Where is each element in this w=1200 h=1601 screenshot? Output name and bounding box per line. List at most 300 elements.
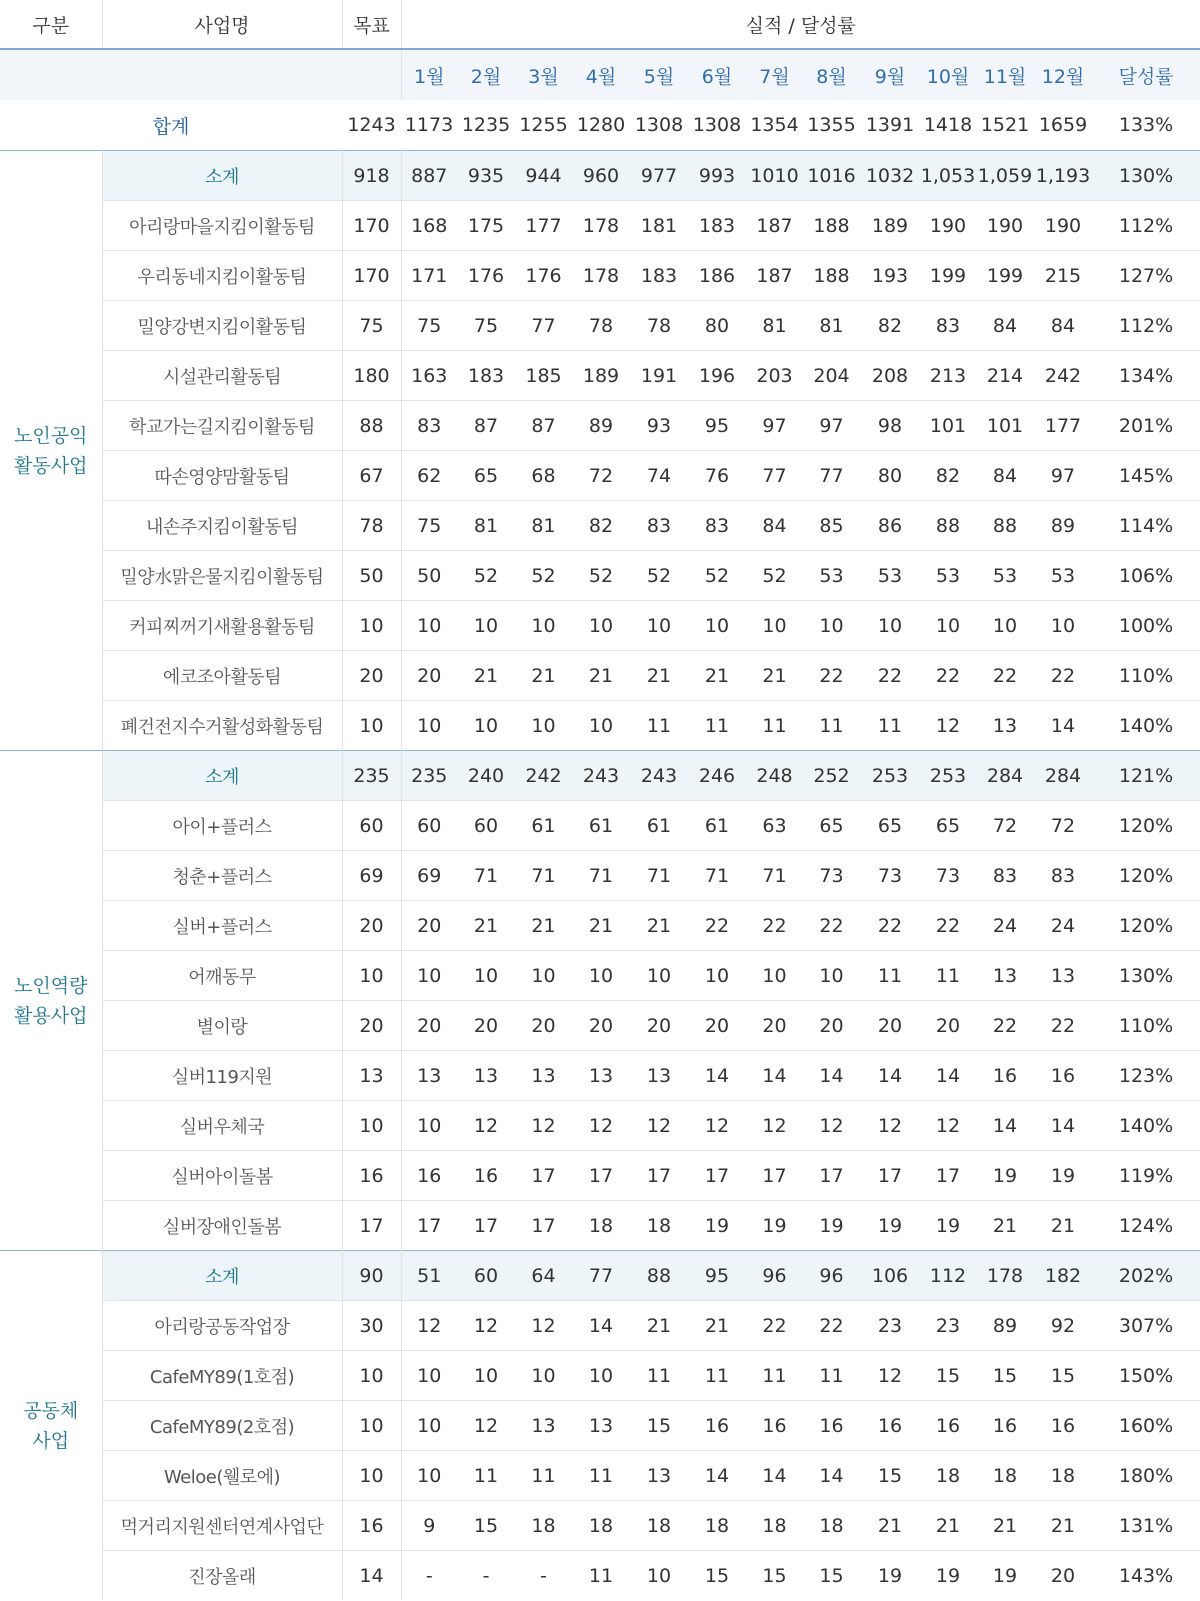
- target-value: 10: [342, 1401, 401, 1451]
- table-row: [0, 1451, 1200, 1501]
- project-name: 내손주지킴이활동팀: [102, 501, 342, 551]
- total-value: 1280: [576, 114, 626, 136]
- month-value: 176: [515, 251, 572, 301]
- month-value: 52: [746, 551, 803, 601]
- target-value: 75: [342, 301, 401, 351]
- month-value: 65: [803, 801, 860, 851]
- month-value: 16: [688, 1401, 746, 1451]
- table-row: [0, 1101, 1200, 1151]
- month-value: 22: [860, 901, 920, 951]
- project-name: 실버119지원: [102, 1051, 342, 1101]
- month-value: 15: [920, 1351, 976, 1401]
- project-name: 우리동네지킴이활동팀: [102, 251, 342, 301]
- month-value: 214: [976, 351, 1034, 401]
- month-value: 97: [1034, 451, 1092, 501]
- month-value: 19: [920, 1551, 976, 1601]
- project-name: 어깨동무: [102, 951, 342, 1001]
- month-value: 215: [1034, 251, 1092, 301]
- month-value: 186: [688, 251, 746, 301]
- month-value: 13: [976, 951, 1034, 1001]
- month-value: 208: [860, 351, 920, 401]
- month-value: 71: [572, 851, 630, 901]
- achievement-rate: 110%: [1092, 1001, 1200, 1051]
- achievement-rate: 110%: [1092, 651, 1200, 701]
- month-value: 18: [630, 1201, 688, 1251]
- table-row: [0, 501, 1200, 551]
- month-value: 190: [920, 201, 976, 251]
- project-name: 소계: [102, 151, 342, 201]
- month-value: 11: [688, 701, 746, 751]
- month-value: 16: [976, 1051, 1034, 1101]
- target-value: 69: [342, 851, 401, 901]
- month-value: 14: [688, 1451, 746, 1501]
- month-value: 183: [457, 351, 515, 401]
- months-blank: [102, 49, 342, 100]
- target-value: 78: [342, 501, 401, 551]
- month-value: 85: [803, 501, 860, 551]
- month-value: 84: [1034, 301, 1092, 351]
- table-row: [0, 1551, 1200, 1601]
- achievement-rate: 201%: [1092, 401, 1200, 451]
- total-value: 1354: [750, 114, 799, 136]
- month-value: 53: [1034, 551, 1092, 601]
- month-value: 52: [457, 551, 515, 601]
- month-value: 21: [572, 901, 630, 951]
- target-value: 67: [342, 451, 401, 501]
- month-value: 13: [457, 1051, 515, 1101]
- month-value: 75: [401, 301, 457, 351]
- month-value: 18: [803, 1501, 860, 1551]
- month-value: 16: [976, 1401, 1034, 1451]
- month-value: 71: [746, 851, 803, 901]
- project-name: 소계: [102, 1251, 342, 1301]
- month-value: 977: [630, 151, 688, 201]
- month-value: 11: [746, 1351, 803, 1401]
- month-value: 88: [920, 501, 976, 551]
- month-value: 14: [1034, 701, 1092, 751]
- month-value: 77: [572, 1251, 630, 1301]
- month-header: 9월: [860, 49, 920, 100]
- month-value: 191: [630, 351, 688, 401]
- month-value: 11: [515, 1451, 572, 1501]
- achievement-rate: 106%: [1092, 551, 1200, 601]
- month-value: 10: [572, 951, 630, 1001]
- month-value: 1032: [860, 151, 920, 201]
- target-value: 60: [342, 801, 401, 851]
- project-name: 실버+플러스: [102, 901, 342, 951]
- table-row: [0, 1051, 1200, 1101]
- table-row: [0, 1151, 1200, 1201]
- month-value: 73: [860, 851, 920, 901]
- months-blank: [0, 49, 102, 100]
- achievement-rate: 120%: [1092, 901, 1200, 951]
- target-value: 918: [342, 151, 401, 201]
- month-value: 23: [860, 1301, 920, 1351]
- achievement-rate: 130%: [1092, 151, 1200, 201]
- target-value: 170: [342, 251, 401, 301]
- month-value: 12: [457, 1301, 515, 1351]
- month-value: 83: [1034, 851, 1092, 901]
- project-name: 따손영양맘활동팀: [102, 451, 342, 501]
- month-value: 178: [572, 201, 630, 251]
- month-value: 12: [515, 1301, 572, 1351]
- month-value: 82: [572, 501, 630, 551]
- achievement-rate: 112%: [1092, 201, 1200, 251]
- month-value: 182: [1034, 1251, 1092, 1301]
- month-value: 252: [803, 751, 860, 801]
- month-value: 14: [976, 1101, 1034, 1151]
- month-value: 83: [401, 401, 457, 451]
- table-row: [0, 1001, 1200, 1051]
- month-value: 14: [1034, 1101, 1092, 1151]
- month-value: 21: [746, 651, 803, 701]
- month-value: 242: [1034, 351, 1092, 401]
- month-value: 112: [920, 1251, 976, 1301]
- month-value: 101: [976, 401, 1034, 451]
- month-value: 83: [630, 501, 688, 551]
- month-value: 60: [457, 801, 515, 851]
- month-value: 21: [630, 1301, 688, 1351]
- month-value: 52: [572, 551, 630, 601]
- month-value: 284: [976, 751, 1034, 801]
- month-value: 243: [630, 751, 688, 801]
- month-value: 72: [572, 451, 630, 501]
- month-value: 10: [457, 701, 515, 751]
- month-value: 19: [860, 1201, 920, 1251]
- month-value: 12: [860, 1101, 920, 1151]
- month-value: 189: [572, 351, 630, 401]
- month-value: 61: [572, 801, 630, 851]
- month-value: 71: [688, 851, 746, 901]
- month-value: 22: [1034, 651, 1092, 701]
- month-value: 12: [746, 1101, 803, 1151]
- achievement-rate: 307%: [1092, 1301, 1200, 1351]
- month-value: 10: [515, 701, 572, 751]
- month-value: 16: [457, 1151, 515, 1201]
- month-value: 944: [515, 151, 572, 201]
- table-row: [0, 951, 1200, 1001]
- project-name: Weloe(웰로에): [102, 1451, 342, 1501]
- month-value: 13: [572, 1051, 630, 1101]
- month-value: 196: [688, 351, 746, 401]
- month-value: 52: [688, 551, 746, 601]
- month-value: 187: [746, 201, 803, 251]
- month-header: 5월: [630, 49, 688, 100]
- month-value: 71: [515, 851, 572, 901]
- month-value: 13: [630, 1451, 688, 1501]
- total-value: 1308: [634, 114, 684, 136]
- target-value: 235: [342, 751, 401, 801]
- month-value: 77: [803, 451, 860, 501]
- month-value: 21: [688, 1301, 746, 1351]
- target-value: 10: [342, 1351, 401, 1401]
- month-value: 81: [746, 301, 803, 351]
- month-value: 106: [860, 1251, 920, 1301]
- month-value: 76: [688, 451, 746, 501]
- month-value: 22: [746, 901, 803, 951]
- month-value: 72: [976, 801, 1034, 851]
- target-value: 88: [342, 401, 401, 451]
- month-value: 18: [572, 1501, 630, 1551]
- month-value: 74: [630, 451, 688, 501]
- month-value: 17: [515, 1151, 572, 1201]
- month-value: 24: [1034, 901, 1092, 951]
- month-value: -: [401, 1551, 457, 1601]
- month-value: 17: [860, 1151, 920, 1201]
- month-value: 87: [515, 401, 572, 451]
- month-value: 60: [457, 1251, 515, 1301]
- month-value: 20: [860, 1001, 920, 1051]
- project-name: 아이+플러스: [102, 801, 342, 851]
- target-value: 90: [342, 1251, 401, 1301]
- month-value: 14: [920, 1051, 976, 1101]
- month-value: 12: [630, 1101, 688, 1151]
- month-value: 11: [920, 951, 976, 1001]
- month-value: 10: [803, 951, 860, 1001]
- month-value: 95: [688, 401, 746, 451]
- month-value: 87: [457, 401, 515, 451]
- month-value: 21: [572, 651, 630, 701]
- table-row: [0, 851, 1200, 901]
- month-value: 80: [860, 451, 920, 501]
- month-value: 11: [860, 951, 920, 1001]
- table-row: [0, 1501, 1200, 1551]
- target-value: 10: [342, 1451, 401, 1501]
- rate-header: 달성률: [1092, 49, 1200, 100]
- month-value: 21: [688, 651, 746, 701]
- month-value: 17: [746, 1151, 803, 1201]
- table-row: [0, 451, 1200, 501]
- month-value: 10: [401, 1101, 457, 1151]
- month-value: 21: [1034, 1501, 1092, 1551]
- month-value: 177: [515, 201, 572, 251]
- project-name: 별이랑: [102, 1001, 342, 1051]
- month-value: 203: [746, 351, 803, 401]
- month-value: 176: [457, 251, 515, 301]
- month-value: 10: [401, 951, 457, 1001]
- month-header: 6월: [688, 49, 746, 100]
- project-name: 학교가는길지킴이활동팀: [102, 401, 342, 451]
- month-value: 81: [515, 501, 572, 551]
- table-row: [0, 701, 1200, 751]
- month-value: 20: [515, 1001, 572, 1051]
- header-row: [0, 0, 1200, 49]
- month-value: 14: [746, 1451, 803, 1501]
- month-header: 11월: [976, 49, 1034, 100]
- month-value: 248: [746, 751, 803, 801]
- month-value: 50: [401, 551, 457, 601]
- month-value: 86: [860, 501, 920, 551]
- month-value: 21: [860, 1501, 920, 1551]
- month-value: 20: [401, 651, 457, 701]
- month-value: 10: [515, 601, 572, 651]
- month-header: 1월: [401, 49, 457, 100]
- table-row: [0, 251, 1200, 301]
- table-row: [0, 651, 1200, 701]
- month-value: 64: [515, 1251, 572, 1301]
- achievement-rate: 145%: [1092, 451, 1200, 501]
- month-value: 14: [860, 1051, 920, 1101]
- subtotal-row: [0, 751, 1200, 801]
- header-target: 목표: [342, 0, 401, 49]
- table-row: [0, 1301, 1200, 1351]
- month-value: 10: [976, 601, 1034, 651]
- target-value: 13: [342, 1051, 401, 1101]
- month-value: 21: [457, 901, 515, 951]
- month-value: 178: [572, 251, 630, 301]
- month-value: 199: [920, 251, 976, 301]
- month-value: 12: [803, 1101, 860, 1151]
- month-value: 11: [630, 701, 688, 751]
- achievement-rate: 120%: [1092, 801, 1200, 851]
- achievement-rate: 143%: [1092, 1551, 1200, 1601]
- month-value: 10: [457, 1351, 515, 1401]
- month-value: 71: [457, 851, 515, 901]
- table-row: [0, 801, 1200, 851]
- month-value: 10: [515, 951, 572, 1001]
- table-row: [0, 1401, 1200, 1451]
- total-value: 1659: [1038, 114, 1088, 136]
- month-value: 21: [515, 651, 572, 701]
- target-value: 30: [342, 1301, 401, 1351]
- month-value: 10: [457, 601, 515, 651]
- month-value: 13: [572, 1401, 630, 1451]
- achievement-rate: 123%: [1092, 1051, 1200, 1101]
- month-value: 11: [572, 1451, 630, 1501]
- target-value: 16: [342, 1151, 401, 1201]
- month-value: 18: [920, 1451, 976, 1501]
- month-value: 10: [401, 1451, 457, 1501]
- month-value: 16: [920, 1401, 976, 1451]
- month-value: 187: [746, 251, 803, 301]
- achievement-rate: 180%: [1092, 1451, 1200, 1501]
- achievement-rate: 127%: [1092, 251, 1200, 301]
- month-value: 21: [457, 651, 515, 701]
- total-value: 1391: [865, 114, 915, 136]
- month-value: 65: [860, 801, 920, 851]
- month-header: 8월: [803, 49, 860, 100]
- table-row: [0, 1351, 1200, 1401]
- header-project: 사업명: [102, 0, 342, 49]
- month-value: 60: [401, 801, 457, 851]
- month-value: 21: [1034, 1201, 1092, 1251]
- month-value: 12: [572, 1101, 630, 1151]
- total-value: 1418: [923, 114, 973, 136]
- month-value: 171: [401, 251, 457, 301]
- month-value: 20: [920, 1001, 976, 1051]
- month-value: 73: [803, 851, 860, 901]
- month-value: 22: [1034, 1001, 1092, 1051]
- month-value: 253: [860, 751, 920, 801]
- month-value: 17: [457, 1201, 515, 1251]
- month-value: 12: [457, 1101, 515, 1151]
- month-value: 83: [688, 501, 746, 551]
- month-value: 10: [572, 701, 630, 751]
- month-value: 17: [803, 1151, 860, 1201]
- month-value: 13: [1034, 951, 1092, 1001]
- project-name: CafeMY89(1호점): [102, 1351, 342, 1401]
- month-value: 18: [572, 1201, 630, 1251]
- month-value: 175: [457, 201, 515, 251]
- month-value: 190: [976, 201, 1034, 251]
- month-value: 19: [976, 1551, 1034, 1601]
- month-value: 15: [688, 1551, 746, 1601]
- month-value: 23: [920, 1301, 976, 1351]
- month-value: 16: [401, 1151, 457, 1201]
- month-value: 1,053: [920, 151, 976, 201]
- project-name: 폐건전지수거활성화활동팀: [102, 701, 342, 751]
- month-value: 13: [515, 1401, 572, 1451]
- month-value: 19: [976, 1151, 1034, 1201]
- month-value: 52: [515, 551, 572, 601]
- month-value: 22: [746, 1301, 803, 1351]
- month-value: 10: [920, 601, 976, 651]
- project-name: 커피찌꺼기새활용활동팀: [102, 601, 342, 651]
- table-row: [0, 201, 1200, 251]
- project-name: 아리랑공동작업장: [102, 1301, 342, 1351]
- month-value: 1016: [803, 151, 860, 201]
- month-value: 16: [746, 1401, 803, 1451]
- project-name: 진장올래: [102, 1551, 342, 1601]
- month-value: -: [515, 1551, 572, 1601]
- month-value: 83: [920, 301, 976, 351]
- month-value: 22: [976, 651, 1034, 701]
- month-value: 12: [688, 1101, 746, 1151]
- month-value: 10: [746, 601, 803, 651]
- month-value: 18: [630, 1501, 688, 1551]
- month-value: 204: [803, 351, 860, 401]
- subtotal-row: [0, 151, 1200, 201]
- month-value: 20: [688, 1001, 746, 1051]
- month-value: 71: [630, 851, 688, 901]
- month-value: 14: [803, 1451, 860, 1501]
- month-value: 21: [630, 651, 688, 701]
- table-row: [0, 601, 1200, 651]
- month-header: 2월: [457, 49, 515, 100]
- month-value: 10: [630, 1551, 688, 1601]
- month-value: 10: [401, 601, 457, 651]
- target-value: 10: [342, 701, 401, 751]
- month-value: 97: [746, 401, 803, 451]
- month-value: 22: [803, 901, 860, 951]
- target-value: 20: [342, 1001, 401, 1051]
- project-name: 밀양강변지킴이활동팀: [102, 301, 342, 351]
- month-value: 253: [920, 751, 976, 801]
- month-value: 15: [860, 1451, 920, 1501]
- target-value: 10: [342, 951, 401, 1001]
- group-label-line: 활용사업: [14, 1004, 88, 1027]
- month-value: 12: [920, 1101, 976, 1151]
- month-value: -: [457, 1551, 515, 1601]
- month-value: 1010: [746, 151, 803, 201]
- total-target: 1243: [347, 114, 396, 136]
- month-value: 96: [746, 1251, 803, 1301]
- month-value: 18: [1034, 1451, 1092, 1501]
- month-value: 10: [457, 951, 515, 1001]
- month-value: 10: [572, 1351, 630, 1401]
- target-value: 50: [342, 551, 401, 601]
- month-value: 16: [1034, 1401, 1092, 1451]
- month-value: 15: [630, 1401, 688, 1451]
- month-value: 12: [515, 1101, 572, 1151]
- project-name: 아리랑마을지킴이활동팀: [102, 201, 342, 251]
- month-value: 11: [860, 701, 920, 751]
- total-value: 1255: [519, 114, 568, 136]
- month-value: 84: [976, 451, 1034, 501]
- month-value: 77: [515, 301, 572, 351]
- month-value: 11: [457, 1451, 515, 1501]
- month-value: 168: [401, 201, 457, 251]
